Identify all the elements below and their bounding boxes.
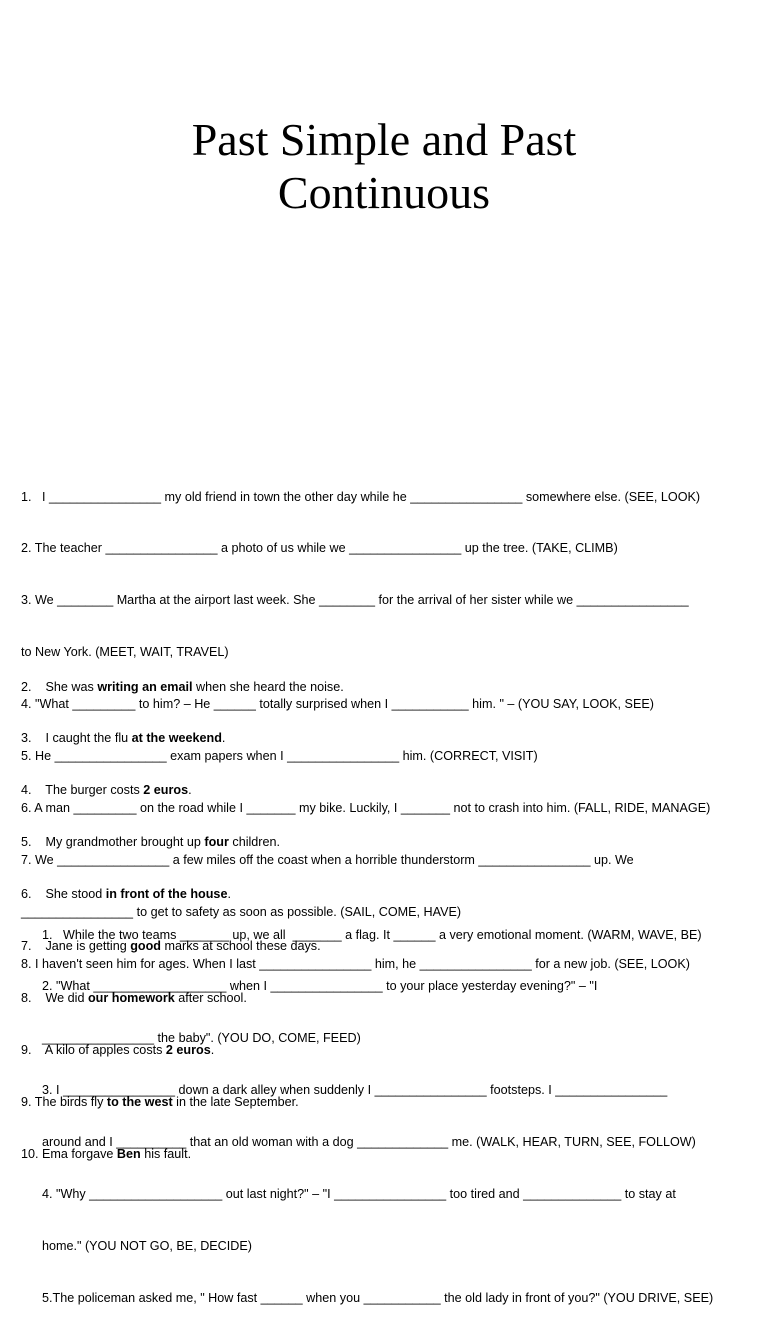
- sentence-text: 2. She was: [21, 679, 98, 694]
- sentence-bold-part: our homework: [87, 990, 175, 1005]
- exercise-3-line: 2. "What ___________________ when I ________________ to your place yesterday evening?" – "I: [21, 979, 598, 994]
- exercise-3: [21, 892, 713, 1324]
- exercise-3-line: home." (YOU NOT GO, BE, DECIDE): [21, 1238, 252, 1253]
- sentence-text: when she heard the noise.: [192, 679, 344, 694]
- exercise-1-line: 7. We ________________ a few miles off the coast when a horrible thunderstorm ________________ up. We: [21, 852, 634, 867]
- sentence-bold-part: writing an email: [97, 679, 193, 694]
- exercise-2-line: [21, 730, 344, 747]
- exercise-1-line: 4. "What _________ to him? – He ______ totally surprised when I ___________ him. " – (YOU SAY, LOOK, SEE): [21, 697, 654, 712]
- sentence-bold-part: Ben: [116, 1146, 141, 1161]
- sentence-text: 9. The birds fly: [21, 1094, 107, 1109]
- exercise-1-line: 3. We ________ Martha at the airport last week. She ________ for the arrival of her sister while we ________________: [21, 593, 689, 608]
- exercise-1-line: 8. I haven't seen him for ages. When I last ________________ him, he ________________ for a new job. (SEE, LOOK): [21, 956, 690, 971]
- sentence-text: .: [188, 783, 192, 798]
- sentence-text: .: [221, 731, 226, 746]
- sentence-text: 4. The burger costs: [21, 783, 144, 798]
- sentence-text: 10. Ema forgave: [21, 1146, 117, 1161]
- exercise-1-line: 2. The teacher ________________ a photo of us while we ________________ up the tree. (TAKE, CLIMB): [21, 541, 618, 556]
- exercise-2-line: [21, 679, 344, 696]
- sentence-text: .: [227, 887, 231, 902]
- page-title: [0, 113, 768, 219]
- sentence-text: 3. I caught the flu: [21, 731, 132, 746]
- title-line-1: Past Simple and Past: [191, 114, 577, 165]
- sentence-text: 6. She stood: [21, 887, 106, 902]
- sentence-bold-part: 2 euros: [165, 1042, 211, 1057]
- sentence-text: 5. My grandmother brought up: [21, 835, 205, 850]
- exercise-3-line: 5.The policeman asked me, " How fast ______ when you ___________ the old lady in front of you?" (YOU DRIVE, SEE): [21, 1290, 714, 1305]
- sentence-bold-part: 2 euros: [143, 783, 189, 798]
- sentence-bold-part: in front of the house: [105, 887, 228, 902]
- sentence-bold-part: good: [130, 939, 161, 954]
- sentence-bold-part: at the weekend: [131, 731, 222, 746]
- exercise-3-line: ________________ the baby". (YOU DO, COME, FEED): [21, 1031, 361, 1046]
- sentence-text: .: [210, 1042, 215, 1057]
- sentence-text: after school.: [174, 990, 247, 1005]
- sentence-text: marks at school these days.: [161, 939, 321, 954]
- title-line-2: Continuous: [277, 167, 491, 218]
- exercise-1-line: 5. He ________________ exam papers when I ________________ him. (CORRECT, VISIT): [21, 749, 538, 764]
- sentence-text: 7. Jane is getting: [21, 939, 131, 954]
- sentence-text: in the late September.: [172, 1094, 299, 1109]
- exercise-1-line: 6. A man _________ on the road while I _______ my bike. Luckily, I _______ not to crash into him. (FALL, RIDE, MANAGE): [21, 800, 711, 815]
- exercise-1-line: 1. I ________________ my old friend in town the other day while he ________________ somewhere else. (SEE, LOOK): [21, 489, 701, 504]
- sentence-text: his fault.: [140, 1146, 192, 1161]
- exercise-2-line: [21, 782, 344, 799]
- exercise-3-line: around and I __________ that an old woman with a dog _____________ me. (WALK, HEAR, TURN, SEE, FOLLOW): [21, 1135, 696, 1150]
- sentence-bold-part: four: [204, 835, 229, 850]
- sentence-text: 9. A kilo of apples costs: [21, 1042, 166, 1057]
- sentence-text: children.: [228, 835, 281, 850]
- exercise-1-line: ________________ to get to safety as soon as possible. (SAIL, COME, HAVE): [21, 904, 462, 919]
- exercise-3-line: 3. I ________________ down a dark alley when suddenly I ________________ footsteps. I ________________: [21, 1083, 668, 1098]
- exercise-2-line: [21, 834, 344, 851]
- sentence-text: 8. We did: [21, 990, 88, 1005]
- sentence-bold-part: to the west: [106, 1094, 173, 1109]
- exercise-3-line: 1. While the two teams _______ up, we all _______ a flag. It ______ a very emotional moment. (WARM, WAVE, BE): [21, 927, 702, 942]
- exercise-3-line: 4. "Why ___________________ out last night?" – "I ________________ too tired and ______________ to stay at: [21, 1187, 676, 1202]
- exercise-1-line: to New York. (MEET, WAIT, TRAVEL): [21, 645, 229, 660]
